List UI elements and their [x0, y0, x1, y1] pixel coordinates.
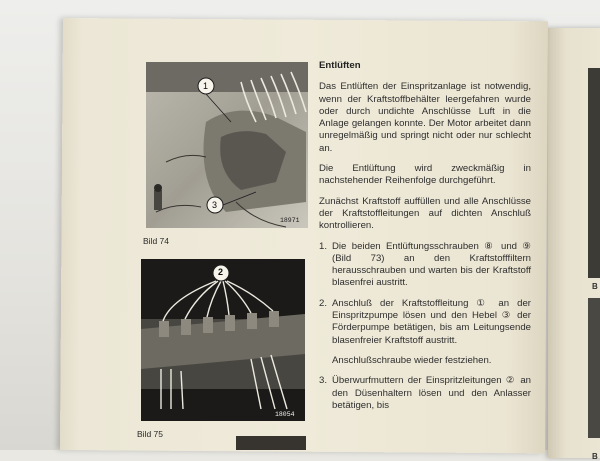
intro-paragraph: Das Entlüften der Einspritzanlage ist notwendig, wenn der Kraftstoffbehälter leergefahren wurde oder durch undichte Anschlüsse Luft in die Anlage gelangen konnte. Der Motor arbeitet dann unregelmäßig und springt nicht oder nur schlecht an. — [319, 81, 531, 154]
step-2 — [319, 298, 531, 347]
right-page-photo-bottom — [588, 298, 600, 438]
section-heading: Entlüften — [319, 60, 361, 71]
step-2-number: 2. — [319, 297, 328, 309]
figure-76-photo-partial — [236, 436, 306, 450]
right-page-photo-top — [588, 68, 600, 278]
refuel-paragraph: Zunächst Kraftstoff auffüllen und alle Anschlüsse der Kraftstoffleitungen auf dichten Anschluß kontrollieren. — [319, 195, 531, 232]
right-page-caption-2: B — [592, 452, 598, 461]
order-paragraph: Die Entlüftung wird zweckmäßig in nachstehender Reihenfolge durchgeführt. — [319, 163, 531, 187]
step-3 — [319, 375, 531, 412]
callout-1-label: 1 — [203, 81, 209, 91]
step-2-text: Anschluß der Kraftstoffleitung ① an der Einspritzpumpe lösen und den Hebel ③ der Förderpumpe betätigen, bis am Leitungsende blasenfreier Kraftstoff austritt. — [332, 297, 531, 346]
engine-photo-74-drawing — [146, 62, 308, 228]
text-column — [319, 60, 531, 420]
right-page-caption-1: B — [592, 282, 598, 291]
step-2-followup: Anschlußschraube wieder festziehen. — [332, 354, 492, 366]
photo-number-74: 18971 — [280, 217, 300, 224]
figure-75-photo — [141, 259, 305, 421]
step-3-number: 3. — [319, 375, 328, 387]
callout-3-label: 3 — [212, 200, 218, 210]
engine-photo-75-drawing — [141, 259, 305, 421]
step-1-text: Die beiden Entlüftungsschrauben ⑧ und ⑨ (Bild 73) an den Kraftstofffiltern herausschrauben und warten bis der Kraftstoff blasenfrei austritt. — [332, 240, 531, 289]
step-1 — [319, 241, 531, 290]
figure-75-caption: Bild 75 — [137, 429, 163, 439]
callout-2-label: 2 — [218, 267, 224, 277]
photo-number-75: 18054 — [275, 411, 295, 418]
step-3-text: Überwurfmuttern der Einspritzleitungen ② an den Düsenhaltern lösen und den Anlasser betätigen, bis — [332, 375, 531, 411]
figure-74-caption: Bild 74 — [143, 236, 169, 246]
right-page-edge — [548, 28, 600, 461]
step-1-number: 1. — [319, 240, 328, 252]
figure-74-photo — [146, 62, 308, 228]
